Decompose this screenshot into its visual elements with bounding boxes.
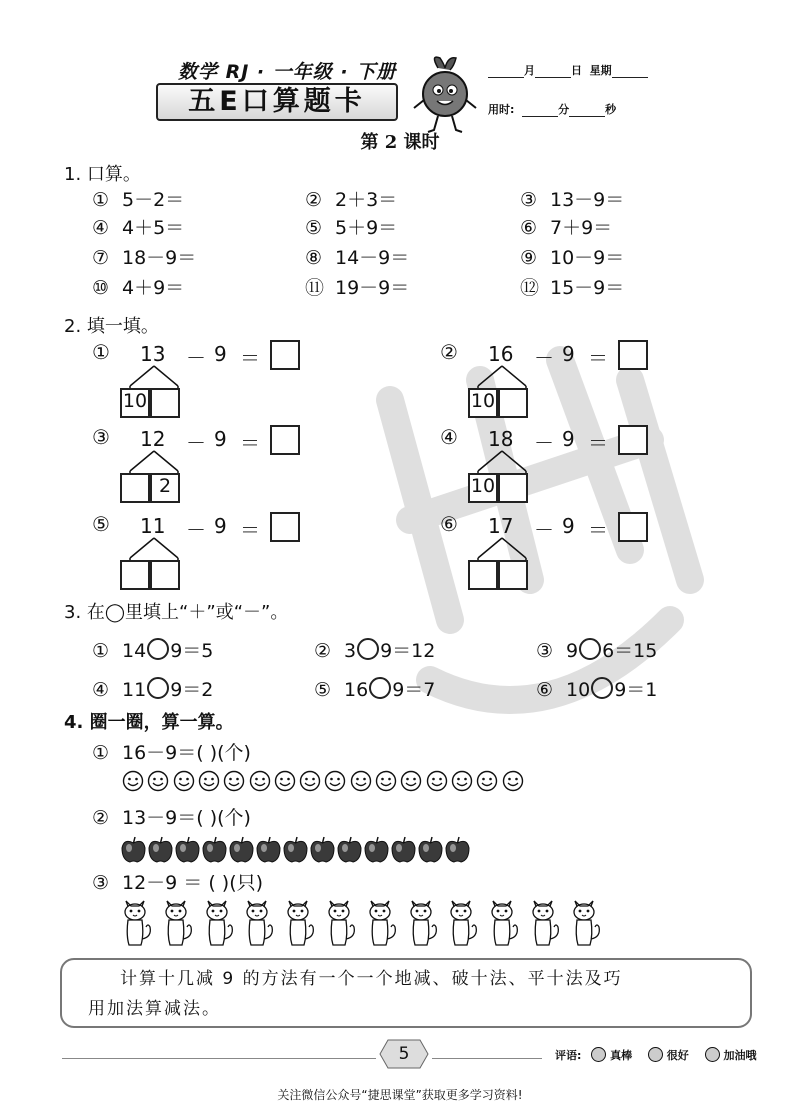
- fill-in-problem: [440, 425, 700, 507]
- item-number: ⑤: [305, 217, 323, 239]
- equals-sign: ＝: [588, 346, 608, 370]
- cat-icon[interactable]: [406, 897, 439, 949]
- smiley-face-icon[interactable]: [426, 770, 448, 792]
- decompose-box-right[interactable]: [150, 473, 180, 503]
- minuend: 12: [140, 427, 166, 451]
- item-number: ④: [92, 679, 110, 701]
- cat-icon[interactable]: [242, 897, 275, 949]
- time-used-field[interactable]: [488, 101, 616, 117]
- subtrahend: 9: [562, 514, 575, 538]
- item-expression: 13－9＝: [550, 189, 625, 211]
- answer-box[interactable]: [618, 512, 648, 542]
- equals-sign: ＝: [588, 518, 608, 542]
- oral-calc-item[interactable]: [92, 213, 184, 240]
- oral-calc-item[interactable]: [520, 243, 624, 270]
- oral-calc-item[interactable]: [520, 213, 612, 240]
- item-number: ⑥: [520, 217, 538, 239]
- decompose-lines: [470, 449, 540, 473]
- apple-icon[interactable]: [417, 836, 444, 864]
- fill-in-problem: [92, 340, 352, 422]
- item-number: ③: [536, 640, 554, 662]
- tip-line-2: 用加法算减法。: [88, 999, 221, 1019]
- date-field[interactable]: [488, 62, 648, 78]
- apple-icon[interactable]: [282, 836, 309, 864]
- subtrahend: 9: [214, 342, 227, 366]
- decompose-box-right[interactable]: [150, 388, 180, 418]
- section-4-title: 4. 圈一圈，算一算。: [64, 712, 234, 733]
- item-expression: 7＋9＝: [550, 217, 613, 239]
- smiley-face-icon[interactable]: [400, 770, 422, 792]
- decompose-lines: [122, 449, 192, 473]
- section-2-title: 2. 填一填。: [64, 316, 159, 337]
- operator-circle[interactable]: [369, 677, 391, 699]
- minuend: 13: [140, 342, 166, 366]
- first-number: 3: [344, 640, 357, 662]
- tip-line-1: 计算十几减 9 的方法有一个一个地减、破十法、平十法及巧: [120, 969, 623, 989]
- rest-expression: 9＝7: [392, 679, 436, 701]
- apple-icon[interactable]: [255, 836, 282, 864]
- cat-icon[interactable]: [569, 897, 602, 949]
- cat-icon[interactable]: [365, 897, 398, 949]
- oral-calc-item[interactable]: [520, 185, 624, 212]
- item-number: ⑩: [92, 277, 110, 299]
- item-expression: 4＋5＝: [122, 217, 185, 239]
- subtrahend: 9: [214, 427, 227, 451]
- item-number: ⑥: [536, 679, 554, 701]
- item-number: ③: [92, 872, 110, 894]
- minus-sign: －: [534, 431, 554, 455]
- equals-sign: ＝: [588, 431, 608, 455]
- decompose-box-left[interactable]: [468, 388, 498, 418]
- fill-in-problem: [440, 340, 700, 422]
- item-expression: 12－9 ＝ ( )(只): [122, 872, 264, 894]
- rest-expression: 6＝15: [602, 640, 658, 662]
- decompose-left-value: 10: [470, 475, 496, 497]
- rating-great: 真棒: [610, 1049, 633, 1062]
- problem-number: ⑤: [92, 512, 110, 536]
- item-expression: 15－9＝: [550, 277, 625, 299]
- minus-sign: －: [186, 518, 206, 542]
- minuend: 18: [488, 427, 514, 451]
- apple-icon[interactable]: [444, 836, 471, 864]
- oral-calc-item[interactable]: [305, 213, 397, 240]
- first-number: 11: [122, 679, 147, 701]
- oral-calc-item[interactable]: [92, 243, 196, 270]
- answer-box[interactable]: [618, 425, 648, 455]
- decompose-lines: [470, 364, 540, 388]
- circle-calc-item[interactable]: [92, 738, 251, 765]
- fill-in-problem: [92, 512, 352, 594]
- first-number: 9: [566, 640, 579, 662]
- answer-box[interactable]: [618, 340, 648, 370]
- item-expression: 18－9＝: [122, 247, 197, 269]
- item-expression: 13－9＝( )(个): [122, 807, 251, 829]
- rating-label: 评语:: [555, 1049, 582, 1062]
- item-expression: 16－9＝( )(个): [122, 742, 251, 764]
- decompose-box-left[interactable]: [120, 560, 150, 590]
- problem-number: ②: [440, 340, 458, 364]
- equals-sign: ＝: [240, 346, 260, 370]
- subtrahend: 9: [214, 514, 227, 538]
- section-3-title: 3. 在◯里填上“＋”或“－”。: [64, 602, 289, 623]
- smiley-face-icon[interactable]: [502, 770, 524, 792]
- cat-icon[interactable]: [528, 897, 561, 949]
- decompose-box-right[interactable]: [498, 473, 528, 503]
- weekday-label: 星期: [589, 64, 612, 77]
- second-label: 秒: [605, 103, 617, 116]
- item-number: ⑫: [520, 277, 540, 299]
- radish-mascot-icon: [410, 54, 480, 134]
- problem-number: ①: [92, 340, 110, 364]
- operator-circle[interactable]: [147, 677, 169, 699]
- grin-face-icon: [591, 1047, 606, 1062]
- lesson-title: 第 2 课时: [360, 132, 440, 153]
- decompose-left-value: 10: [470, 390, 496, 412]
- apple-icon[interactable]: [147, 836, 174, 864]
- decompose-box-left[interactable]: [468, 560, 498, 590]
- circle-calc-item[interactable]: [92, 803, 251, 830]
- rating-bar: [555, 1047, 756, 1063]
- first-number: 10: [566, 679, 591, 701]
- smiley-face-icon[interactable]: [324, 770, 346, 792]
- item-expression: 5＋9＝: [335, 217, 398, 239]
- book-title: 五E口算题卡: [156, 83, 398, 121]
- cat-icon[interactable]: [202, 897, 235, 949]
- time-label: 用时:: [488, 103, 515, 116]
- apple-icon[interactable]: [228, 836, 255, 864]
- decompose-lines: [122, 536, 192, 560]
- rating-good: 很好: [666, 1049, 689, 1062]
- smiley-face-icon[interactable]: [147, 770, 169, 792]
- operator-circle[interactable]: [579, 638, 601, 660]
- rest-expression: 9＝12: [380, 640, 436, 662]
- decompose-lines: [122, 364, 192, 388]
- oral-calc-item[interactable]: [305, 273, 409, 300]
- decompose-box-left[interactable]: [120, 473, 150, 503]
- item-expression: 4＋9＝: [122, 277, 185, 299]
- item-number: ⑦: [92, 247, 110, 269]
- apple-icon[interactable]: [201, 836, 228, 864]
- smiley-face-icon[interactable]: [173, 770, 195, 792]
- cat-icon[interactable]: [161, 897, 194, 949]
- operator-fill-item: [314, 675, 435, 702]
- decompose-right-value: 2: [158, 475, 172, 497]
- cat-icon[interactable]: [446, 897, 479, 949]
- rating-keep-going: 加油哦: [723, 1049, 757, 1062]
- operator-fill-item: [536, 636, 657, 663]
- fill-in-problem: [92, 425, 352, 507]
- footer-divider-right: [432, 1058, 542, 1059]
- tip-box: [60, 958, 752, 1028]
- subtrahend: 9: [562, 342, 575, 366]
- operator-circle[interactable]: [357, 638, 379, 660]
- problem-number: ⑥: [440, 512, 458, 536]
- decompose-box-left[interactable]: [468, 473, 498, 503]
- answer-box[interactable]: [270, 340, 300, 370]
- smiley-face-icon[interactable]: [122, 770, 144, 792]
- rest-expression: 9＝1: [614, 679, 658, 701]
- smiley-face-icon[interactable]: [476, 770, 498, 792]
- item-expression: 10－9＝: [550, 247, 625, 269]
- cat-icon[interactable]: [324, 897, 357, 949]
- smiley-face-icon[interactable]: [274, 770, 296, 792]
- oral-calc-item[interactable]: [92, 185, 184, 212]
- item-number: ②: [92, 807, 110, 829]
- footer-divider-left: [62, 1058, 376, 1059]
- minus-sign: －: [186, 431, 206, 455]
- minuend: 16: [488, 342, 514, 366]
- decompose-box-right[interactable]: [498, 560, 528, 590]
- month-label: 月: [524, 64, 535, 77]
- oral-calc-item[interactable]: [305, 185, 397, 212]
- day-label: 日: [571, 64, 582, 77]
- section-1-title: 1. 口算。: [64, 164, 141, 185]
- book-subtitle: 数学 RJ · 一年级 · 下册: [178, 61, 397, 83]
- rest-expression: 9＝2: [170, 679, 214, 701]
- oral-calc-item[interactable]: [520, 273, 624, 300]
- apple-icon[interactable]: [309, 836, 336, 864]
- minus-sign: －: [534, 518, 554, 542]
- circle-calc-item[interactable]: [92, 868, 263, 895]
- equals-sign: ＝: [240, 431, 260, 455]
- decompose-box-left[interactable]: [120, 388, 150, 418]
- apple-icon[interactable]: [174, 836, 201, 864]
- minuend: 17: [488, 514, 514, 538]
- smiley-face-icon[interactable]: [451, 770, 473, 792]
- minus-sign: －: [534, 346, 554, 370]
- minus-sign: －: [186, 346, 206, 370]
- item-number: ⑨: [520, 247, 538, 269]
- oral-calc-item[interactable]: [92, 273, 184, 300]
- apple-icon[interactable]: [363, 836, 390, 864]
- apple-icon[interactable]: [120, 836, 147, 864]
- item-expression: 19－9＝: [335, 277, 410, 299]
- item-number: ②: [305, 189, 323, 211]
- answer-box[interactable]: [270, 512, 300, 542]
- fill-in-problem: [440, 512, 700, 594]
- smiley-face-icon[interactable]: [350, 770, 372, 792]
- operator-circle[interactable]: [591, 677, 613, 699]
- item-expression: 2＋3＝: [335, 189, 398, 211]
- page-number: 5: [398, 1044, 410, 1064]
- item-number: ①: [92, 640, 110, 662]
- item-expression: 5－2＝: [122, 189, 185, 211]
- smiley-face-icon[interactable]: [198, 770, 220, 792]
- operator-fill-item: [92, 675, 213, 702]
- problem-number: ④: [440, 425, 458, 449]
- item-number: ①: [92, 189, 110, 211]
- decompose-left-value: 10: [122, 390, 148, 412]
- item-number: ⑧: [305, 247, 323, 269]
- decompose-box-right[interactable]: [498, 388, 528, 418]
- rest-expression: 9＝5: [170, 640, 214, 662]
- apple-icon[interactable]: [336, 836, 363, 864]
- apple-icon[interactable]: [390, 836, 417, 864]
- decompose-lines: [470, 536, 540, 560]
- smile-face-icon: [648, 1047, 663, 1062]
- subtrahend: 9: [562, 427, 575, 451]
- item-number: ④: [92, 217, 110, 239]
- smiley-face-icon[interactable]: [249, 770, 271, 792]
- operator-fill-item: [314, 636, 435, 663]
- cheer-face-icon: [705, 1047, 720, 1062]
- item-expression: 14－9＝: [335, 247, 410, 269]
- first-number: 16: [344, 679, 369, 701]
- item-number: ②: [314, 640, 332, 662]
- cat-icon[interactable]: [120, 897, 153, 949]
- operator-circle[interactable]: [147, 638, 169, 660]
- equals-sign: ＝: [240, 518, 260, 542]
- decompose-box-right[interactable]: [150, 560, 180, 590]
- problem-number: ③: [92, 425, 110, 449]
- oral-calc-item[interactable]: [305, 243, 409, 270]
- answer-box[interactable]: [270, 425, 300, 455]
- minute-label: 分: [558, 103, 570, 116]
- item-number: ⑤: [314, 679, 332, 701]
- minuend: 11: [140, 514, 166, 538]
- cat-icon[interactable]: [283, 897, 316, 949]
- smiley-face-icon[interactable]: [223, 770, 245, 792]
- item-number: ⑪: [305, 277, 325, 299]
- item-number: ①: [92, 742, 110, 764]
- operator-fill-item: [536, 675, 657, 702]
- bottom-note: 关注微信公众号“捷思课堂”获取更多学习资料!: [277, 1088, 523, 1102]
- first-number: 14: [122, 640, 147, 662]
- smiley-face-icon[interactable]: [299, 770, 321, 792]
- smiley-face-icon[interactable]: [375, 770, 397, 792]
- item-number: ③: [520, 189, 538, 211]
- operator-fill-item: [92, 636, 213, 663]
- cat-icon[interactable]: [487, 897, 520, 949]
